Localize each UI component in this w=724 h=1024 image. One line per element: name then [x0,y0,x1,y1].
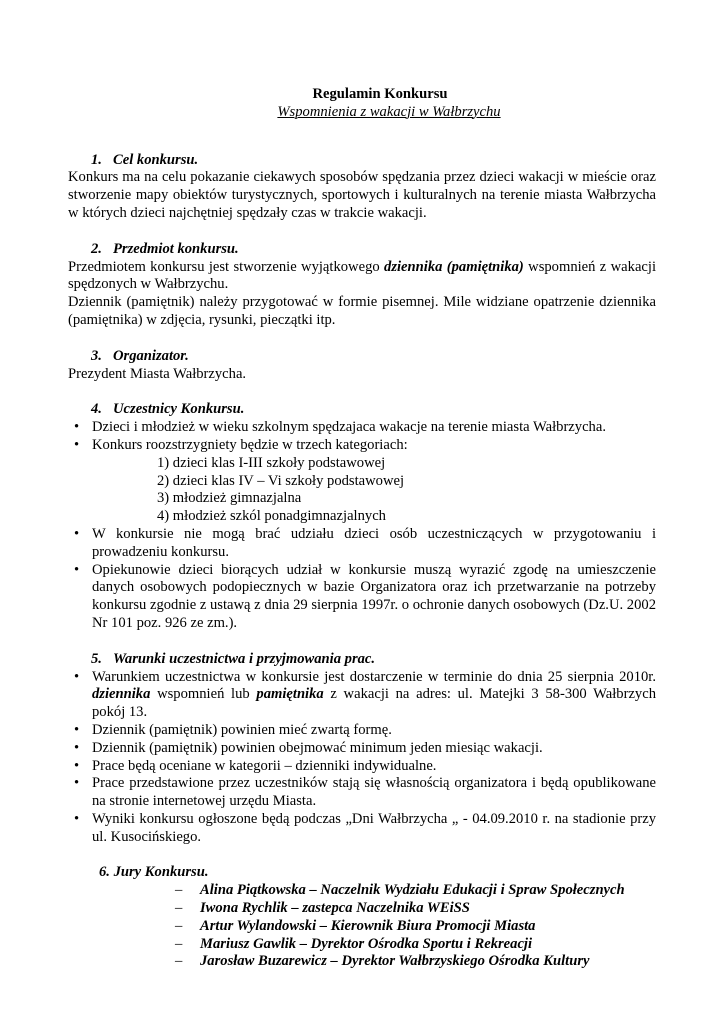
dash-marker: – [175,882,183,899]
document-title: Regulamin Konkursu [312,86,448,102]
section-2-paragraph-2: Dziennik (pamiętnik) należy przygotować w formie pisemnej. Mile widziane opatrzenie dziennika (pamiętnika) w zdjęcia, rysunki, pieczątki itp. [68,294,656,328]
list-item: • Dziennik (pamiętnik) powinien mieć zwartą formę. [68,722,656,740]
s2-p1-after: wspomnień z wakacji spędzonych w Wałbrzychu. [68,258,657,293]
category-item: 4) młodzież szkól ponadgimnazjalnych [157,508,386,525]
section-6-heading: 6. Jury Konkursu. [99,864,209,881]
section-2-title: Przedmiot konkursu. [113,240,239,257]
jury-member [175,882,656,900]
section-1-text: Konkurs ma na celu pokazanie ciekawych sposobów spędzania przez dzieci wakacji w mieście oraz stworzenie mapy obiektów turystycznych, sportowych i kulturalnych na terenie miasta Wałbrzycha w których dzieci najchętniej spędzały czas w trakcie wakacji. [68,169,656,221]
section-2-number: 2. [91,240,102,257]
jury-member [175,936,656,954]
section-5-list [68,669,656,847]
list-item [68,669,656,722]
dash-marker: – [175,935,183,952]
jury-member-text: Iwona Rychlik – zastepca Naczelnika WEiSS [200,900,470,917]
jury-member [175,900,656,918]
category-item: 1) dzieci klas I-III szkoły podstawowej [157,454,386,471]
section-4-title: Uczestnicy Konkursu. [113,401,245,418]
document-page [68,86,656,971]
jury-member-text: Jarosław Buzarewicz – Dyrektor Wałbrzyskiego Ośrodka Kultury [200,953,590,970]
section-4-list [68,419,656,633]
section-1-title: Cel konkursu. [113,151,199,168]
list-item: • W konkursie nie mogą brać udziału dzieci osób uczestniczących w przygotowaniu i prowadzeniu konkursu. [68,526,656,562]
jury-member-text: Mariusz Gawlik – Dyrektor Ośrodka Sportu i Rekreacji [200,935,533,952]
category-item: 3) młodzież gimnazjalna [157,490,302,507]
section-3-heading [91,348,656,366]
list-item: • Prace będą oceniane w kategorii – dzienniki indywidualne. [68,758,656,776]
dash-marker: – [175,917,183,934]
list-item: • Prace przedstawione przez uczestników stają się własnością organizatora i będą opublikowane na stronie internetowej urzędu Miasta. [68,775,656,811]
list-item: • Dzieci i młodzież w wieku szkolnym spędzajaca wakacje na terenie miasta Wałbrzycha. [68,419,656,437]
list-item: • Dziennik (pamiętnik) powinien obejmować minimum jeden miesiąc wakacji. [68,740,656,758]
document-subtitle [104,104,656,122]
section-3-title: Organizator. [113,347,189,364]
subtitle-text: Wspomnienia z wakacji w Wałbrzychu [277,103,501,120]
s2-p1-before: Przedmiotem konkursu jest stworzenie wyjątkowego [68,258,385,275]
section-4-number: 4. [91,401,102,418]
list-item: • Wyniki konkursu ogłoszone będą podczas „Dni Wałbrzycha „ - 04.09.2010 r. na stadionie przy ul. Kusocińskiego. [68,811,656,847]
category-item: 2) dzieci klas IV – Vi szkoły podstawowej [157,472,405,489]
dash-marker: – [175,953,183,970]
section-3-text: Prezydent Miasta Wałbrzycha. [68,365,247,382]
section-1-heading [91,152,656,170]
s5-b1-a: Warunkiem uczestnictwa w konkursie jest dostarczenie w terminie do dnia 25 sierpnia 2010r. [92,668,656,685]
section-3-number: 3. [91,347,102,364]
dash-marker: – [175,900,183,917]
jury-member-text: Artur Wylandowski – Kierownik Biura Promocji Miasta [200,917,536,934]
s5-b1-bold-2: pamiętnika [256,686,324,703]
section-1-number: 1. [91,151,102,168]
section-4-heading [91,401,656,419]
list-item [68,437,656,526]
jury-member-text: Alina Piątkowska – Naczelnik Wydziału Edukacji i Spraw Społecznych [200,882,625,899]
s5-b1-b: wspomnień lub [150,686,257,703]
s5-b1-c: z wakacji na adres: ul. Matejki 3 58-300 Wałbrzych pokój 13. [92,686,656,721]
section-5-heading [91,651,656,669]
s5-b1-bold-1: dziennika [92,686,151,703]
section-5-title: Warunki uczestnictwa i przyjmowania prac. [113,650,376,667]
section-2-paragraph-1 [68,259,656,295]
list-item: • Opiekunowie dzieci biorących udział w konkursie muszą wyrazić zgodę na umieszczenie danych osobowych podopiecznych w bazie Organizatora oraz ich przetwarzanie na potrzeby konkursu zgodnie z ustawą z dnia 29 sierpnia 1997r. o ochronie danych osobowych (Dz.U. 2002 Nr 101 poz. 926 ze zm.). [68,562,656,633]
list-item-text: Konkurs roozstrzygniety będzie w trzech kategoriach: [92,436,408,453]
jury-member [175,918,656,936]
s2-p1-bold: dziennika (pamiętnika) [384,258,524,275]
section-2-heading [91,241,656,259]
section-5-number: 5. [91,650,102,667]
jury-member [175,953,656,971]
